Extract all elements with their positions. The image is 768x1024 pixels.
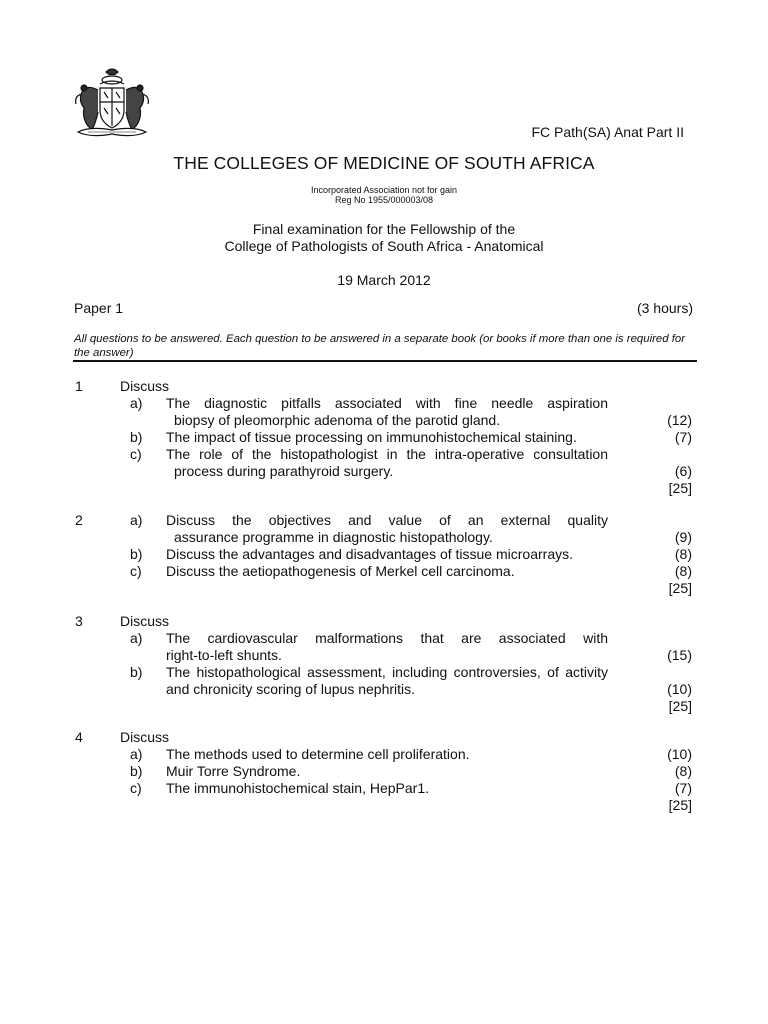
- part-text: right-to-left shunts.: [166, 647, 282, 663]
- question-lead: Discuss: [120, 613, 170, 629]
- part-marks: (8): [674, 763, 692, 779]
- part-label: b): [130, 664, 143, 680]
- paper-number: Paper 1: [74, 300, 124, 316]
- part-marks: (10): [667, 681, 692, 697]
- coat-of-arms-logo: [70, 66, 154, 140]
- question-lead: Discuss: [120, 729, 170, 745]
- question-number: 1: [75, 378, 83, 394]
- part-text: Discuss the advantages and disadvantages of tissue microarrays.: [166, 546, 573, 562]
- registration-number: Reg No 1955/000003/08: [334, 195, 434, 205]
- part-label: a): [130, 395, 143, 411]
- part-text: Discuss the aetiopathogenesis of Merkel cell carcinoma.: [166, 563, 515, 579]
- part-marks: (15): [667, 647, 692, 663]
- question-total: [25]: [668, 480, 692, 496]
- incorporation-note: Incorporated Association not for gain: [310, 185, 458, 195]
- question-total: [25]: [668, 698, 692, 714]
- part-text: assurance programme in diagnostic histopathology.: [174, 529, 493, 545]
- part-marks: (7): [674, 780, 692, 796]
- part-text: The impact of tissue processing on immunohistochemical staining.: [166, 429, 577, 445]
- question-number: 4: [75, 729, 83, 745]
- question-total: [25]: [668, 580, 692, 596]
- part-text: The cardiovascular malformations that are associated with: [166, 630, 608, 646]
- part-text: Muir Torre Syndrome.: [166, 763, 301, 779]
- part-text: Discuss the objectives and value of an external quality: [166, 512, 608, 528]
- part-label: c): [130, 780, 142, 796]
- part-marks: (10): [667, 746, 692, 762]
- part-text: The role of the histopathologist in the intra-operative consultation: [166, 446, 608, 462]
- part-text: process during parathyroid surgery.: [174, 463, 394, 479]
- part-label: c): [130, 563, 142, 579]
- question-total: [25]: [668, 797, 692, 813]
- part-marks: (9): [674, 529, 692, 545]
- part-text: biopsy of pleomorphic adenoma of the parotid gland.: [174, 412, 501, 428]
- part-label: c): [130, 446, 142, 462]
- part-marks: (6): [674, 463, 692, 479]
- exam-date: 19 March 2012: [337, 272, 431, 288]
- part-marks: (7): [674, 429, 692, 445]
- question-lead: Discuss: [120, 378, 170, 394]
- paper-duration: (3 hours): [636, 300, 693, 316]
- instructions: All questions to be answered. Each question to be answered in a separate book (or books if more than one is required for the answer): [74, 333, 686, 359]
- college-title: THE COLLEGES OF MEDICINE OF SOUTH AFRICA: [173, 153, 595, 173]
- part-text: The methods used to determine cell proliferation.: [166, 746, 470, 762]
- part-text: The diagnostic pitfalls associated with fine needle aspiration: [166, 395, 608, 411]
- part-text: The immunohistochemical stain, HepPar1.: [166, 780, 430, 796]
- exam-title-line-2: College of Pathologists of South Africa - Anatomical: [224, 238, 544, 254]
- part-label: a): [130, 746, 143, 762]
- part-label: b): [130, 429, 143, 445]
- question-number: 2: [75, 512, 83, 528]
- exam-title-line-1: Final examination for the Fellowship of the: [252, 221, 516, 237]
- part-marks: (8): [674, 563, 692, 579]
- part-label: b): [130, 546, 143, 562]
- divider-rule: [73, 360, 697, 362]
- part-text: The histopathological assessment, including controversies, of activity: [166, 664, 608, 680]
- part-label: a): [130, 512, 143, 528]
- course-code: FC Path(SA) Anat Part II: [531, 124, 684, 140]
- part-text: and chronicity scoring of lupus nephritis.: [166, 681, 416, 697]
- part-marks: (8): [674, 546, 692, 562]
- part-label: a): [130, 630, 143, 646]
- question-number: 3: [75, 613, 83, 629]
- part-marks: (12): [667, 412, 692, 428]
- part-label: b): [130, 763, 143, 779]
